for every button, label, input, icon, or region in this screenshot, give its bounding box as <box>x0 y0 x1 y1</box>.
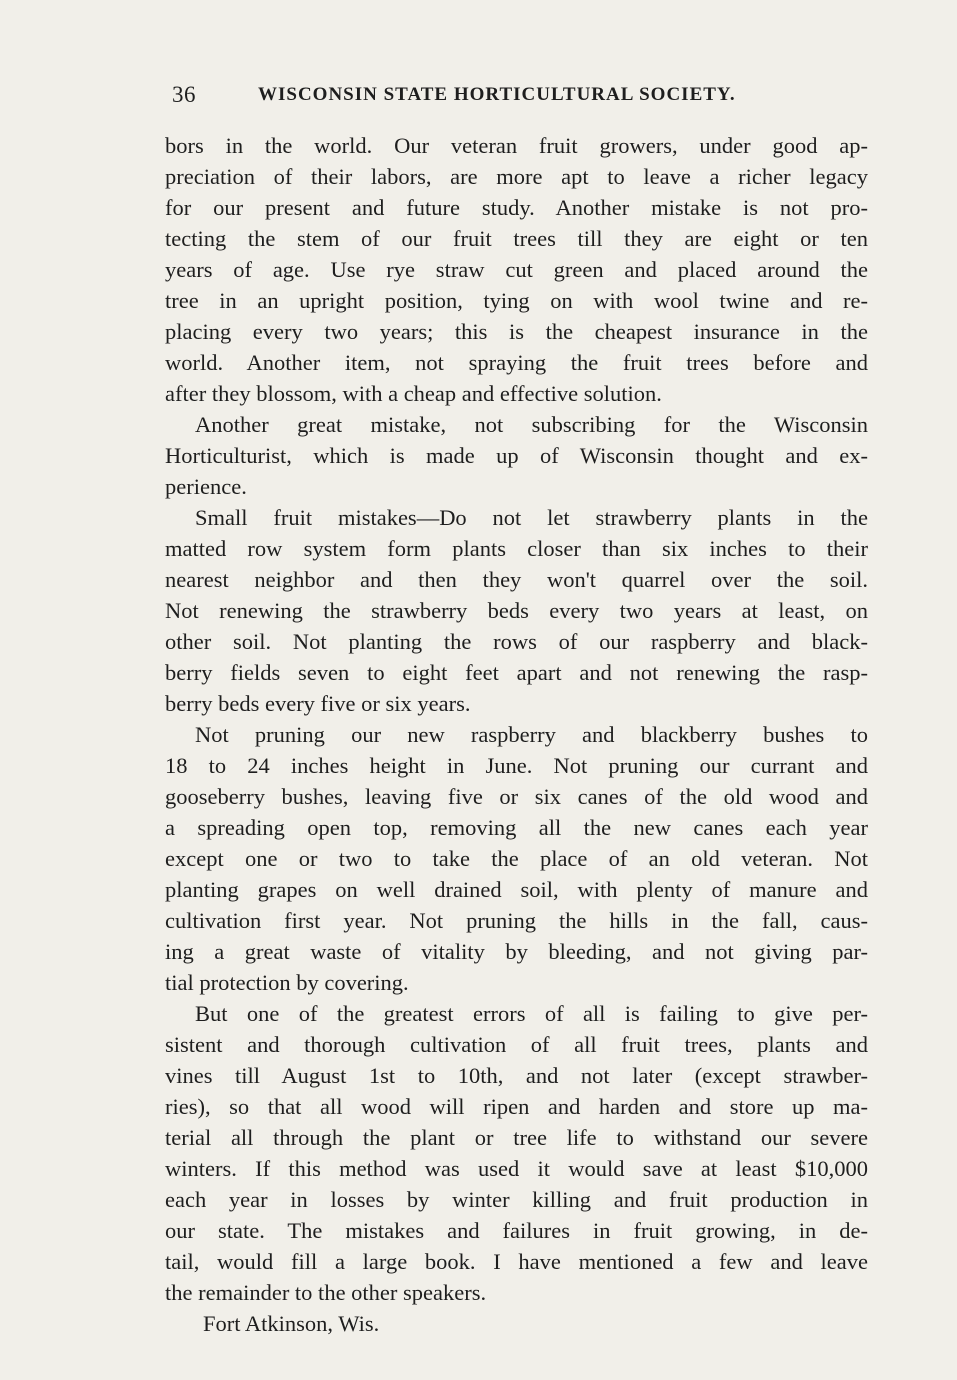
text-line: tial protection by covering. <box>165 970 409 995</box>
text-line: ing a great waste of vitality by bleeding, and not giving par- <box>165 939 868 964</box>
text-line: tecting the stem of our fruit trees till they are eight or ten <box>165 226 868 251</box>
paragraph <box>165 719 868 998</box>
paragraph <box>165 409 868 502</box>
text-line: Small fruit mistakes—Do not let strawberry plants in the <box>195 505 868 530</box>
text-line: other soil. Not planting the rows of our raspberry and black- <box>165 629 868 654</box>
text-line: Another great mistake, not subscribing for the Wisconsin <box>195 412 868 437</box>
text-line: world. Another item, not spraying the fruit trees before and <box>165 350 868 375</box>
paragraph <box>165 998 868 1308</box>
text-line: nearest neighbor and then they won't quarrel over the soil. <box>165 567 868 592</box>
text-line: matted row system form plants closer than six inches to their <box>165 536 868 561</box>
text-line: perience. <box>165 474 247 499</box>
body-text <box>165 130 868 1339</box>
text-line: Not renewing the strawberry beds every two years at least, on <box>165 598 868 623</box>
text-line: for our present and future study. Another mistake is not pro- <box>165 195 868 220</box>
text-line: bors in the world. Our veteran fruit growers, under good ap- <box>165 133 868 158</box>
signature-location: Fort Atkinson, Wis. <box>203 1311 380 1336</box>
text-line: berry fields seven to eight feet apart and not renewing the rasp- <box>165 660 868 685</box>
text-line: vines till August 1st to 10th, and not later (except strawber- <box>165 1063 868 1088</box>
text-line: 18 to 24 inches height in June. Not pruning our currant and <box>165 753 868 778</box>
text-line: Not pruning our new raspberry and blackberry bushes to <box>195 722 868 747</box>
text-line: a spreading open top, removing all the new canes each year <box>165 815 868 840</box>
text-line: winters. If this method was used it would save at least $10,000 <box>165 1156 868 1181</box>
text-line: tail, would fill a large book. I have mentioned a few and leave <box>165 1249 868 1274</box>
paragraph <box>165 502 868 719</box>
text-line: our state. The mistakes and failures in fruit growing, in de- <box>165 1218 868 1243</box>
text-line: each year in losses by winter killing and fruit production in <box>165 1187 868 1212</box>
text-line: years of age. Use rye straw cut green and placed around the <box>165 257 868 282</box>
text-line: gooseberry bushes, leaving five or six canes of the old wood and <box>165 784 868 809</box>
text-line: placing every two years; this is the cheapest insurance in the <box>165 319 868 344</box>
text-line: after they blossom, with a cheap and effective solution. <box>165 381 662 406</box>
text-line: ries), so that all wood will ripen and harden and store up ma- <box>165 1094 868 1119</box>
text-line: tree in an upright position, tying on with wool twine and re- <box>165 288 868 313</box>
text-line: planting grapes on well drained soil, with plenty of manure and <box>165 877 868 902</box>
text-line: berry beds every five or six years. <box>165 691 471 716</box>
running-head: WISCONSIN STATE HORTICULTURAL SOCIETY. <box>258 84 736 105</box>
text-line: terial all through the plant or tree life to withstand our severe <box>165 1125 868 1150</box>
page-number: 36 <box>172 82 196 107</box>
text-line: Horticulturist, which is made up of Wisconsin thought and ex- <box>165 443 868 468</box>
text-line: except one or two to take the place of an old veteran. Not <box>165 846 868 871</box>
text-line: cultivation first year. Not pruning the hills in the fall, caus- <box>165 908 868 933</box>
page-header <box>170 82 790 116</box>
paragraph <box>165 130 868 409</box>
text-line: But one of the greatest errors of all is failing to give per- <box>195 1001 868 1026</box>
text-line: the remainder to the other speakers. <box>165 1280 487 1305</box>
text-line: sistent and thorough cultivation of all fruit trees, plants and <box>165 1032 868 1057</box>
text-line: preciation of their labors, are more apt to leave a richer legacy <box>165 164 868 189</box>
